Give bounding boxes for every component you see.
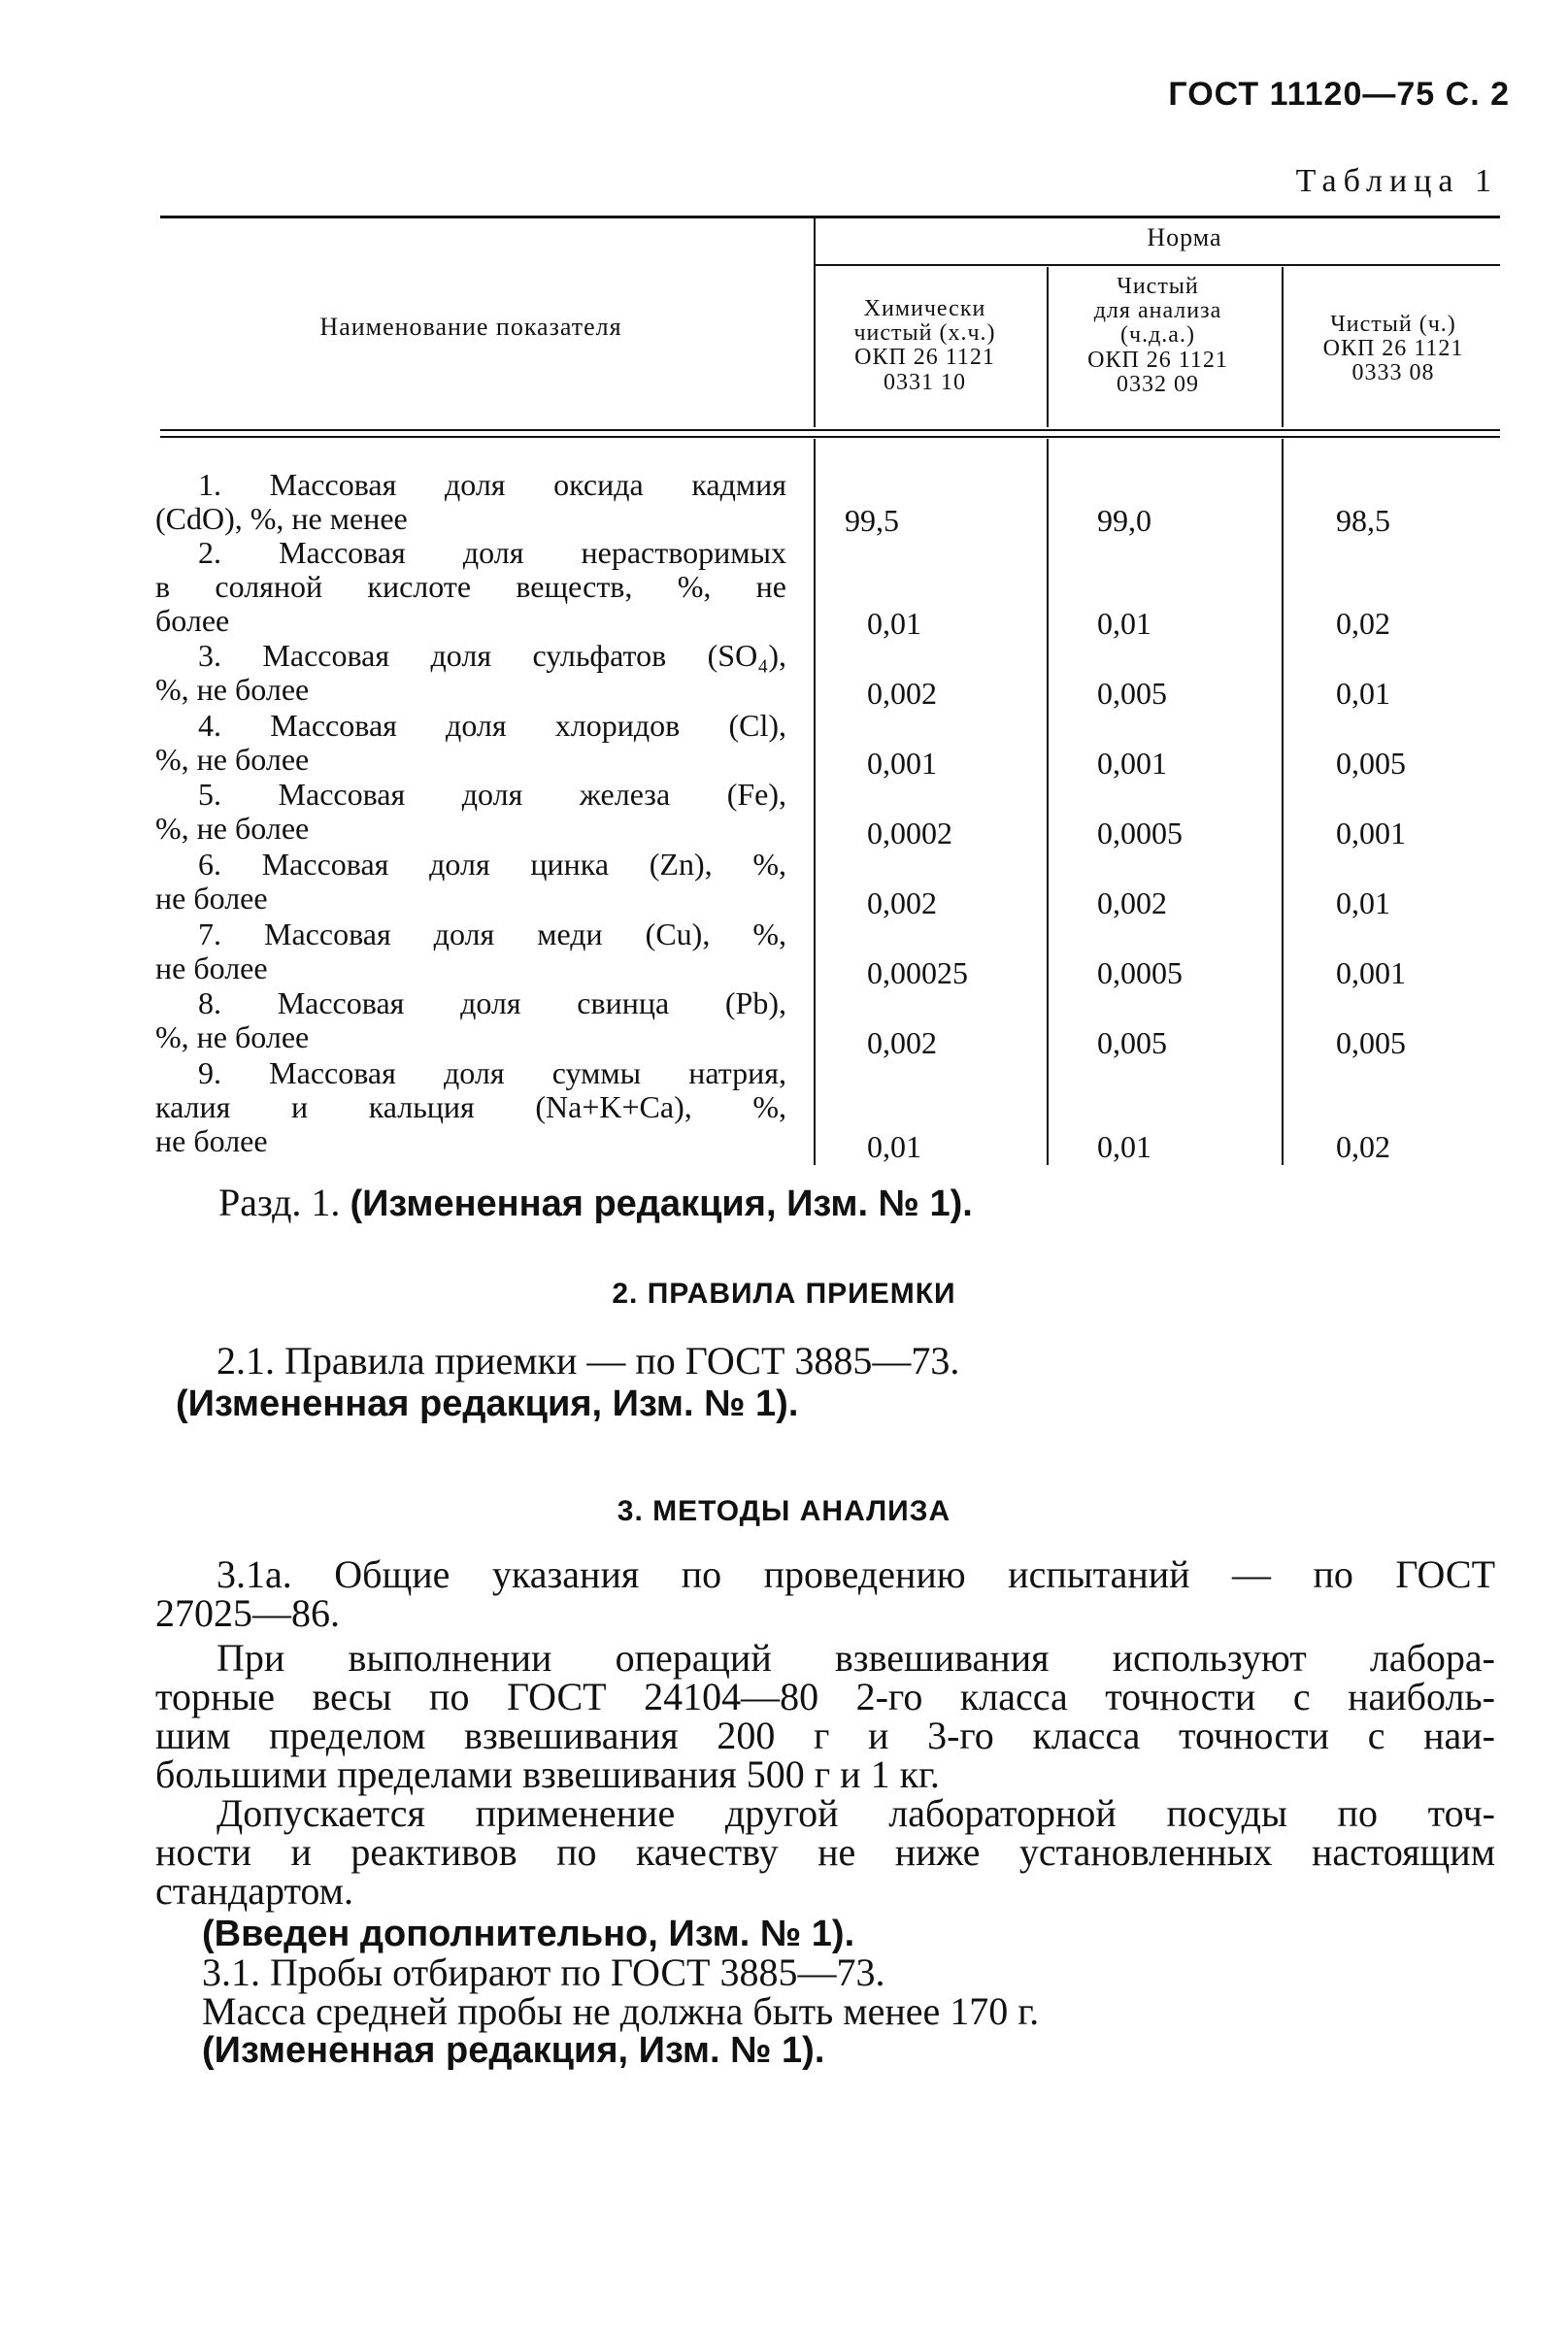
row-text-line: %, не более xyxy=(155,1019,310,1054)
table-top-rule xyxy=(160,216,1500,218)
row-text-line: калия и кальция (Na+K+Ca), %, xyxy=(155,1089,786,1124)
paragraph-line: При выполнении операций взвешивания используют лабора- xyxy=(217,1636,1495,1680)
table-cell-value: 0,01 xyxy=(867,606,921,641)
table-cell-value: 0,001 xyxy=(1336,816,1406,850)
paragraph-amendment: (Измененная редакция, Изм. № 1). xyxy=(176,1383,799,1424)
col-divider-1-body xyxy=(814,439,816,1165)
paragraph-line: Допускается применение другой лабораторной посуды по точ- xyxy=(217,1791,1495,1835)
col-header-chemically-pure xyxy=(820,297,1029,395)
header-bottom-rule xyxy=(160,429,1500,431)
row-text-line: 9. Массовая доля суммы натрия, xyxy=(198,1055,786,1090)
note-prefix: Разд. 1. xyxy=(218,1181,341,1224)
table-row-4-label xyxy=(155,709,786,777)
paragraph-line: шим пределом взвешивания 200 г и 3-го класса точности с наи- xyxy=(155,1714,1495,1757)
col-group-header-norm: Норма xyxy=(1147,223,1222,251)
col-header-line: Химически xyxy=(863,296,986,321)
row-text-line: %, не более xyxy=(155,742,310,777)
row-text-line: не более xyxy=(155,950,268,985)
row-text-line: 4. Массовая доля хлоридов (Cl), xyxy=(198,708,786,743)
norm-underline xyxy=(814,264,1500,266)
col-header-line: Чистый xyxy=(1117,274,1199,299)
paragraph-line: стандартом. xyxy=(155,1869,353,1913)
col-divider-3 xyxy=(1282,267,1284,427)
table-cell-value: 0,002 xyxy=(867,676,937,711)
table-row-1-label xyxy=(155,468,786,536)
table-row-9-label xyxy=(155,1056,786,1158)
paragraph: Масса средней пробы не должна быть менее 170 г. xyxy=(202,1989,1040,2033)
paragraph-amendment: (Введен дополнительно, Изм. № 1). xyxy=(202,1914,855,1954)
paragraph: 3.1. Пробы отбирают по ГОСТ 3885—73. xyxy=(202,1950,885,1994)
col-header-name: Наименование показателя xyxy=(319,313,622,341)
table-cell-value: 0,001 xyxy=(1336,955,1406,990)
col-divider-3-body xyxy=(1282,439,1284,1165)
section-3-title: 3. МЕТОДЫ АНАЛИЗА xyxy=(617,1495,951,1527)
row-text-line: более xyxy=(155,603,230,638)
table-cell-value: 0,002 xyxy=(867,1025,937,1060)
col-header-line: для анализа xyxy=(1093,298,1222,324)
table-row-2-label xyxy=(155,536,786,638)
col-header-line: 0333 08 xyxy=(1351,360,1435,386)
row-text-line: 7. Массовая доля меди (Cu), %, xyxy=(198,917,786,951)
row-text-line: 6. Массовая доля цинка (Zn), %, xyxy=(198,847,786,882)
paragraph-line: торные весы по ГОСТ 24104—80 2-го класса точности с наиболь- xyxy=(155,1675,1495,1718)
section-2-title: 2. ПРАВИЛА ПРИЕМКИ xyxy=(612,1278,956,1310)
paragraph-line: ности и реактивов по качеству не ниже установленных настоящим xyxy=(155,1830,1495,1874)
paragraph: 2.1. Правила приемки — по ГОСТ 3885—73. xyxy=(217,1339,960,1383)
col-header-line: чистый (х.ч.) xyxy=(853,320,996,347)
col-header-line: ОКП 26 1121 xyxy=(1322,336,1464,362)
table-cell-value: 0,005 xyxy=(1336,746,1406,781)
table-row-3-label xyxy=(155,639,786,707)
page-header: ГОСТ 11120—75 С. 2 xyxy=(1168,76,1510,113)
table-cell-value: 0,0005 xyxy=(1097,955,1183,990)
col-header-line: (ч.д.а.) xyxy=(1120,322,1195,349)
table-cell-value: 0,01 xyxy=(867,1129,921,1164)
table-cell-value: 0,01 xyxy=(1097,606,1151,641)
col-header-pure xyxy=(1286,313,1500,386)
table-cell-value: 0,0002 xyxy=(867,816,952,850)
col-header-analytical-grade xyxy=(1049,275,1267,397)
table-cell-value: 0,0005 xyxy=(1097,816,1183,850)
row-text-line: 3. Массовая доля сульфатов (SO₄), xyxy=(198,638,786,673)
col-header-line: Чистый (ч.) xyxy=(1330,312,1456,337)
table-row-7-label xyxy=(155,917,786,985)
table-cell-value: 0,001 xyxy=(1097,746,1167,781)
paragraph-line: 3.1а. Общие указания по проведению испытаний — по ГОСТ xyxy=(217,1552,1495,1596)
row-text-line: %, не более xyxy=(155,811,310,846)
col-header-line: ОКП 26 1121 xyxy=(854,345,995,371)
table-cell-value: 99,5 xyxy=(845,503,899,538)
section-1-amendment-note xyxy=(218,1180,973,1225)
row-text-line: 2. Массовая доля нерастворимых xyxy=(198,535,786,570)
table-cell-value: 0,002 xyxy=(1097,885,1167,920)
table-cell-value: 0,02 xyxy=(1336,1129,1390,1164)
table-row-8-label xyxy=(155,986,786,1054)
section-3-body xyxy=(155,1552,1495,2071)
row-text-line: 8. Массовая доля свинца (Pb), xyxy=(198,985,786,1020)
table-cell-value: 0,00025 xyxy=(867,955,968,990)
table-cell-value: 0,01 xyxy=(1336,885,1390,920)
col-header-line: 0332 09 xyxy=(1117,371,1199,397)
row-text-line: в соляной кислоте веществ, %, не xyxy=(155,569,786,604)
col-header-line: 0331 10 xyxy=(884,369,966,395)
table-row-5-label xyxy=(155,778,786,846)
paragraph-line: 27025—86. xyxy=(155,1591,340,1635)
col-divider-2-body xyxy=(1047,439,1049,1165)
table-cell-value: 0,002 xyxy=(867,885,937,920)
col-header-line: ОКП 26 1121 xyxy=(1087,347,1228,373)
table-cell-value: 0,005 xyxy=(1097,1025,1167,1060)
header-bottom-rule-2 xyxy=(160,436,1500,438)
col-divider-1 xyxy=(814,218,816,427)
table-cell-value: 98,5 xyxy=(1336,503,1390,538)
table-cell-value: 0,001 xyxy=(867,746,937,781)
table-cell-value: 0,005 xyxy=(1097,676,1167,711)
table-cell-value: 0,01 xyxy=(1336,676,1390,711)
row-text-line: (CdO), %, не менее xyxy=(155,501,408,536)
row-text-line: не более xyxy=(155,881,268,916)
paragraph-line: большими пределами взвешивания 500 г и 1 кг. xyxy=(155,1752,940,1796)
paragraph-amendment: (Измененная редакция, Изм. № 1). xyxy=(202,2030,825,2071)
table-row-6-label xyxy=(155,848,786,916)
table-caption: Таблица 1 xyxy=(1295,163,1498,199)
table-cell-value: 0,02 xyxy=(1336,606,1390,641)
section-2-body xyxy=(155,1339,1495,1424)
table-cell-value: 0,005 xyxy=(1336,1025,1406,1060)
row-text-line: 1. Массовая доля оксида кадмия xyxy=(198,467,786,502)
row-text-line: %, не более xyxy=(155,672,310,707)
row-text-line: не более xyxy=(155,1123,268,1158)
table-cell-value: 99,0 xyxy=(1097,503,1151,538)
table-cell-value: 0,01 xyxy=(1097,1129,1151,1164)
note-text: (Измененная редакция, Изм. № 1). xyxy=(350,1183,973,1224)
row-text-line: 5. Массовая доля железа (Fe), xyxy=(198,777,786,812)
